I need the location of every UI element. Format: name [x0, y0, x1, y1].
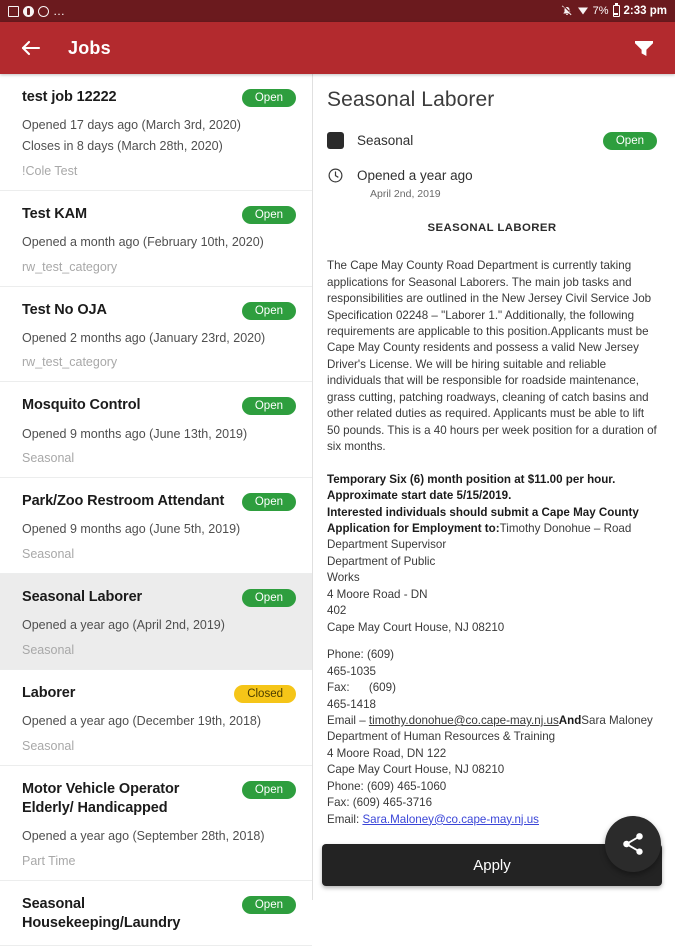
filter-icon[interactable] [629, 33, 659, 63]
detail-category-label: Seasonal [357, 132, 414, 148]
start-date-line: Approximate start date 5/15/2019. [327, 489, 512, 503]
contact1-line-4: 4 Moore Road - DN [327, 587, 428, 601]
job-item-opened: Opened a year ago (December 19th, 2018) [22, 714, 262, 729]
status-bar [0, 0, 675, 22]
pay-line: Temporary Six (6) month position at $11.00 per hour. [327, 472, 616, 486]
app-circle-icon [23, 6, 34, 17]
job-item-opened: Opened a year ago (April 2nd, 2019) [22, 618, 225, 633]
status-badge: Open [242, 397, 296, 415]
job-item-opened: Opened a month ago (February 10th, 2020) [22, 234, 264, 249]
job-item-opened: Opened 2 months ago (January 23rd, 2020) [22, 330, 266, 345]
job-item-header [22, 492, 296, 511]
job-item-category: rw_test_category [22, 355, 118, 370]
job-list-item[interactable] [0, 574, 312, 670]
app-toolbar [0, 22, 675, 74]
status-bar-right [561, 4, 667, 19]
contact2-line-2: 4 Moore Road, DN 122 [327, 746, 447, 760]
battery-icon [613, 5, 620, 17]
job-item-title: Park/Zoo Restroom Attendant [22, 493, 225, 510]
detail-status-badge-wrap [603, 131, 657, 149]
submit-line-2 [327, 521, 657, 537]
contact1-line-5: 402 [327, 604, 347, 618]
job-item-title: Seasonal Laborer [22, 589, 143, 606]
spacer [327, 636, 657, 647]
job-item-category: Seasonal [22, 738, 75, 753]
contact2-phone: Phone: (609) 465-1060 [327, 779, 447, 793]
status-badge: Open [242, 206, 296, 224]
clock-icon [327, 167, 344, 184]
contact1-line-3: Works [327, 571, 360, 585]
job-item-opened: Opened 9 months ago (June 5th, 2019) [22, 522, 241, 537]
contact1-line-6: Cape May Court House, NJ 08210 [327, 620, 505, 634]
job-item-category: !Cole Test [22, 163, 78, 178]
job-item-title: Test KAM [22, 205, 87, 222]
job-item-opened: Opened 17 days ago (March 3rd, 2020) [22, 118, 241, 133]
job-item-header [22, 895, 296, 933]
job-list-item[interactable] [0, 287, 312, 383]
job-list-item[interactable] [0, 191, 312, 287]
job-item-opened: Opened a year ago (September 28th, 2018) [22, 829, 265, 844]
status-bar-left [8, 4, 66, 18]
status-badge: Open [242, 896, 296, 914]
status-badge: Open [242, 493, 296, 511]
clock-time: 2:33 pm [623, 5, 667, 17]
status-badge: Open [603, 132, 657, 150]
content-split [0, 74, 675, 931]
image-icon [8, 6, 19, 17]
job-item-title: test job 12222 [22, 89, 117, 105]
wifi-icon [577, 4, 589, 19]
job-list[interactable] [0, 74, 313, 931]
description-paragraph: The Cape May County Road Department is currently taking applications for Seasonal Laborers. The main job tasks and responsibilities are outlined in the New Jersey Civil Service Job Specification 02248 – "Laborer 1." Additionally, the following requirements are applicable to this position.Applicants must be Cape May County residents and possess a valid New Jersey Driver's License. We will be hiring suitable and reliable individuals that will be responsible for roadside maintenance, grass cutting, patching roadways, cleaning of catch basins and other related duties as required. Applicants must be able to lift 50 pounds. This is a 40 hours per week position for a duration of six months. [327, 259, 657, 454]
description-contact-block [327, 472, 657, 829]
job-item-header [22, 301, 296, 320]
job-item-category: Seasonal [22, 547, 75, 562]
description-heading: SEASONAL LABORER [427, 222, 557, 234]
battery-percent: 7% [592, 5, 609, 17]
share-icon [620, 831, 646, 857]
detail-opened-date: April 2nd, 2019 [370, 188, 441, 200]
status-badge: Closed [234, 685, 296, 703]
detail-opened-text: Opened a year ago [357, 168, 473, 183]
category-square-icon [327, 132, 344, 149]
job-item-header [22, 205, 296, 224]
job-item-title: Laborer [22, 685, 76, 701]
job-item-title: Seasonal Housekeeping/Laundry [22, 895, 181, 931]
detail-opened-row [327, 167, 657, 184]
contact2-line-3: Cape May Court House, NJ 08210 [327, 763, 505, 777]
job-item-title: Motor Vehicle Operator Elderly/ Handicapped [22, 780, 180, 816]
and-word: And [558, 713, 582, 727]
status-badge: Open [242, 781, 296, 799]
contact1-line-1: Department Supervisor [327, 538, 447, 552]
job-list-item[interactable] [0, 670, 312, 766]
job-item-opened: Opened 9 months ago (June 13th, 2019) [22, 426, 248, 441]
job-list-item[interactable] [0, 478, 312, 574]
contact2-email-link[interactable]: Sara.Maloney@co.cape-may.nj.us [362, 812, 539, 826]
contact1-fax-a: Fax: (609) [327, 681, 396, 695]
job-list-item[interactable] [0, 74, 312, 191]
app-gear-icon [38, 6, 49, 17]
detail-category-row [327, 131, 657, 149]
job-item-header [22, 780, 296, 818]
contact2-line-1: Department of Human Resources & Training [327, 730, 556, 744]
more-dots-icon: … [53, 4, 66, 18]
job-list-item[interactable] [0, 881, 312, 946]
job-description [327, 220, 657, 828]
job-item-category: Part Time [22, 853, 76, 868]
job-item-title: Mosquito Control [22, 397, 141, 414]
job-item-title: Test No OJA [22, 301, 107, 318]
status-badge: Open [242, 589, 296, 607]
back-arrow-icon[interactable] [16, 33, 46, 63]
contact1-phone-b: 465-1035 [327, 664, 376, 678]
job-list-item[interactable] [0, 382, 312, 478]
job-list-item[interactable] [0, 766, 312, 881]
apply-button[interactable]: Apply [322, 844, 662, 886]
mute-bell-icon [561, 4, 573, 19]
share-fab-button[interactable] [605, 816, 661, 872]
job-item-category: rw_test_category [22, 259, 118, 274]
status-badge: Open [242, 302, 296, 320]
detail-title: Seasonal Laborer [327, 88, 495, 111]
contact2-name: Sara Maloney [581, 713, 653, 727]
job-item-header [22, 588, 296, 607]
contact2-email-line [327, 812, 657, 828]
contact2-fax: Fax: (609) 465-3716 [327, 796, 433, 810]
job-item-header [22, 396, 296, 415]
page-title: Jobs [68, 37, 111, 58]
contact1-name: Timothy Donohue – Road [499, 521, 632, 535]
contact1-line-2: Department of Public [327, 554, 436, 568]
job-item-category: Seasonal [22, 451, 75, 466]
status-badge: Open [242, 89, 296, 107]
contact1-fax-b: 465-1418 [327, 697, 376, 711]
contact1-email-prefix: Email – [327, 713, 369, 727]
job-item-header [22, 88, 296, 107]
job-detail-panel [313, 74, 675, 900]
contact1-email-link[interactable]: timothy.donohue@co.cape-may.nj.us [368, 713, 559, 727]
submit-line-2-bold: Application for Employment to: [327, 521, 500, 535]
job-item-category: Seasonal [22, 643, 75, 657]
submit-line-1: Interested individuals should submit a Cape May County [327, 505, 639, 519]
job-item-closes: Closes in 8 days (March 28th, 2020) [22, 138, 223, 153]
job-item-header [22, 684, 296, 703]
contact1-phone-a: Phone: (609) [327, 648, 395, 662]
contact2-email-prefix: Email: [327, 812, 363, 826]
contact1-email-line [327, 713, 657, 729]
